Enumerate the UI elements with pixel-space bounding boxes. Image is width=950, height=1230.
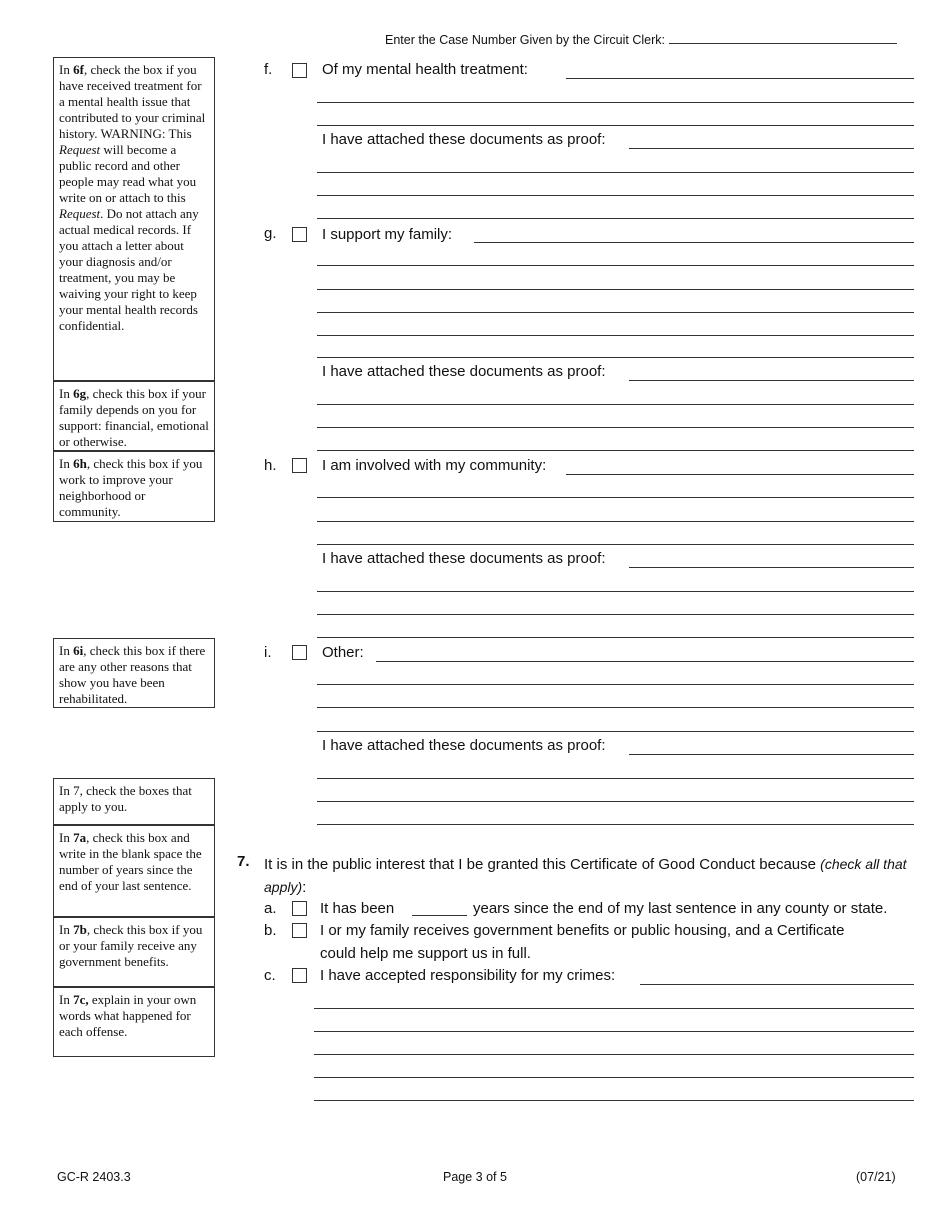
sidebar-note-6h: In 6h, check this box if you work to improve your neighborhood or community.	[53, 451, 215, 522]
case-number-label: Enter the Case Number Given by the Circuit Clerk:	[385, 33, 665, 47]
item-f-line[interactable]	[317, 125, 914, 126]
item-7c-checkbox[interactable]	[292, 968, 307, 983]
item-h-line[interactable]	[317, 497, 914, 498]
item-g-proof-line[interactable]	[317, 427, 914, 428]
item-g-letter: g.	[264, 225, 277, 242]
item-h-label: I am involved with my community:	[322, 457, 547, 474]
item-g-line[interactable]	[317, 335, 914, 336]
item-g-line[interactable]	[317, 312, 914, 313]
item-7a-checkbox[interactable]	[292, 901, 307, 916]
item-h-letter: h.	[264, 457, 277, 474]
item-h-proof-line[interactable]	[629, 567, 914, 568]
footer-form-id: GC-R 2403.3	[57, 1170, 131, 1184]
item-f-proof-label: I have attached these documents as proof:	[322, 131, 606, 148]
item-7b-letter: b.	[264, 922, 277, 939]
sidebar-note-7: In 7, check the boxes that apply to you.	[53, 778, 215, 825]
item-h-proof-line[interactable]	[317, 614, 914, 615]
case-number-header	[385, 33, 897, 47]
item-g-checkbox[interactable]	[292, 227, 307, 242]
item-7b-line2: could help me support us in full.	[320, 945, 531, 962]
item-f-checkbox[interactable]	[292, 63, 307, 78]
item-7c-line[interactable]	[314, 1031, 914, 1032]
item-f-label: Of my mental health treatment:	[322, 61, 528, 78]
item-f-line[interactable]	[566, 78, 914, 79]
item-f-proof-line[interactable]	[317, 195, 914, 196]
sidebar-note-6i: In 6i, check this box if there are any other reasons that show you have been rehabilitated.	[53, 638, 215, 708]
item-i-proof-line[interactable]	[317, 824, 914, 825]
item-g-proof-line[interactable]	[317, 404, 914, 405]
sidebar-note-7a: In 7a, check this box and write in the blank space the number of years since the end of your last sentence.	[53, 825, 215, 917]
item-i-line[interactable]	[317, 731, 914, 732]
item-7c-line[interactable]	[314, 1008, 914, 1009]
item-7b-line1: I or my family receives government benefits or public housing, and a Certificate	[320, 922, 845, 939]
item-f-proof-line[interactable]	[317, 172, 914, 173]
item-i-line[interactable]	[317, 707, 914, 708]
item-h-checkbox[interactable]	[292, 458, 307, 473]
item-g-proof-line[interactable]	[629, 380, 914, 381]
item-7c-line[interactable]	[640, 984, 914, 985]
item-7c-letter: c.	[264, 967, 276, 984]
item-g-line[interactable]	[317, 357, 914, 358]
sidebar-note-7c: In 7c, explain in your own words what happened for each offense.	[53, 987, 215, 1057]
item-7c-line[interactable]	[314, 1054, 914, 1055]
item-7c-label: I have accepted responsibility for my crimes:	[320, 967, 616, 984]
item-h-proof-label: I have attached these documents as proof:	[322, 550, 606, 567]
item-i-proof-line[interactable]	[317, 778, 914, 779]
item-7a-pre: It has been	[320, 900, 395, 917]
item-g-line[interactable]	[317, 265, 914, 266]
section-7-number: 7.	[237, 853, 250, 870]
item-g-proof-label: I have attached these documents as proof:	[322, 363, 606, 380]
case-number-field[interactable]	[669, 33, 897, 44]
item-g-label: I support my family:	[322, 226, 453, 243]
item-7b-checkbox[interactable]	[292, 923, 307, 938]
item-h-line[interactable]	[317, 544, 914, 545]
footer-date: (07/21)	[856, 1170, 896, 1184]
item-i-proof-line[interactable]	[629, 754, 914, 755]
item-g-line[interactable]	[474, 242, 914, 243]
sidebar-note-6g: In 6g, check this box if your family depends on you for support: financial, emotional or otherwise.	[53, 381, 215, 451]
item-7a-post: years since the end of my last sentence in any county or state.	[473, 900, 888, 917]
item-f-proof-line[interactable]	[317, 218, 914, 219]
item-i-letter: i.	[264, 644, 272, 661]
item-7a-letter: a.	[264, 900, 277, 917]
item-7c-line[interactable]	[314, 1100, 914, 1101]
item-f-proof-line[interactable]	[629, 148, 914, 149]
section-7-statement: It is in the public interest that I be granted this Certificate of Good Conduct because (check all that apply):	[264, 856, 907, 896]
sidebar-note-6f: In 6f, check the box if you have received treatment for a mental health issue that contributed to your criminal history. WARNING: This Request will become a public record and other people may read what you write on or attach to this Request. Do not attach any actual medical records. If you attach a letter about your diagnosis and/or treatment, you may be waiving your right to keep your mental health records confidential.	[53, 57, 215, 381]
item-g-line[interactable]	[317, 289, 914, 290]
item-h-proof-line[interactable]	[317, 637, 914, 638]
item-f-line[interactable]	[317, 102, 914, 103]
item-7c-line[interactable]	[314, 1077, 914, 1078]
item-i-line[interactable]	[317, 684, 914, 685]
item-h-line[interactable]	[317, 521, 914, 522]
item-h-line[interactable]	[566, 474, 914, 475]
item-i-label: Other:	[322, 644, 364, 661]
item-g-proof-line[interactable]	[317, 450, 914, 451]
item-i-checkbox[interactable]	[292, 645, 307, 660]
item-i-proof-label: I have attached these documents as proof:	[322, 737, 606, 754]
footer-page-number: Page 3 of 5	[443, 1170, 507, 1184]
item-i-line[interactable]	[376, 661, 914, 662]
item-h-proof-line[interactable]	[317, 591, 914, 592]
item-f-letter: f.	[264, 61, 273, 78]
item-7a-years-field[interactable]	[412, 915, 467, 916]
sidebar-note-7b: In 7b, check this box if you or your family receive any government benefits.	[53, 917, 215, 987]
item-i-proof-line[interactable]	[317, 801, 914, 802]
